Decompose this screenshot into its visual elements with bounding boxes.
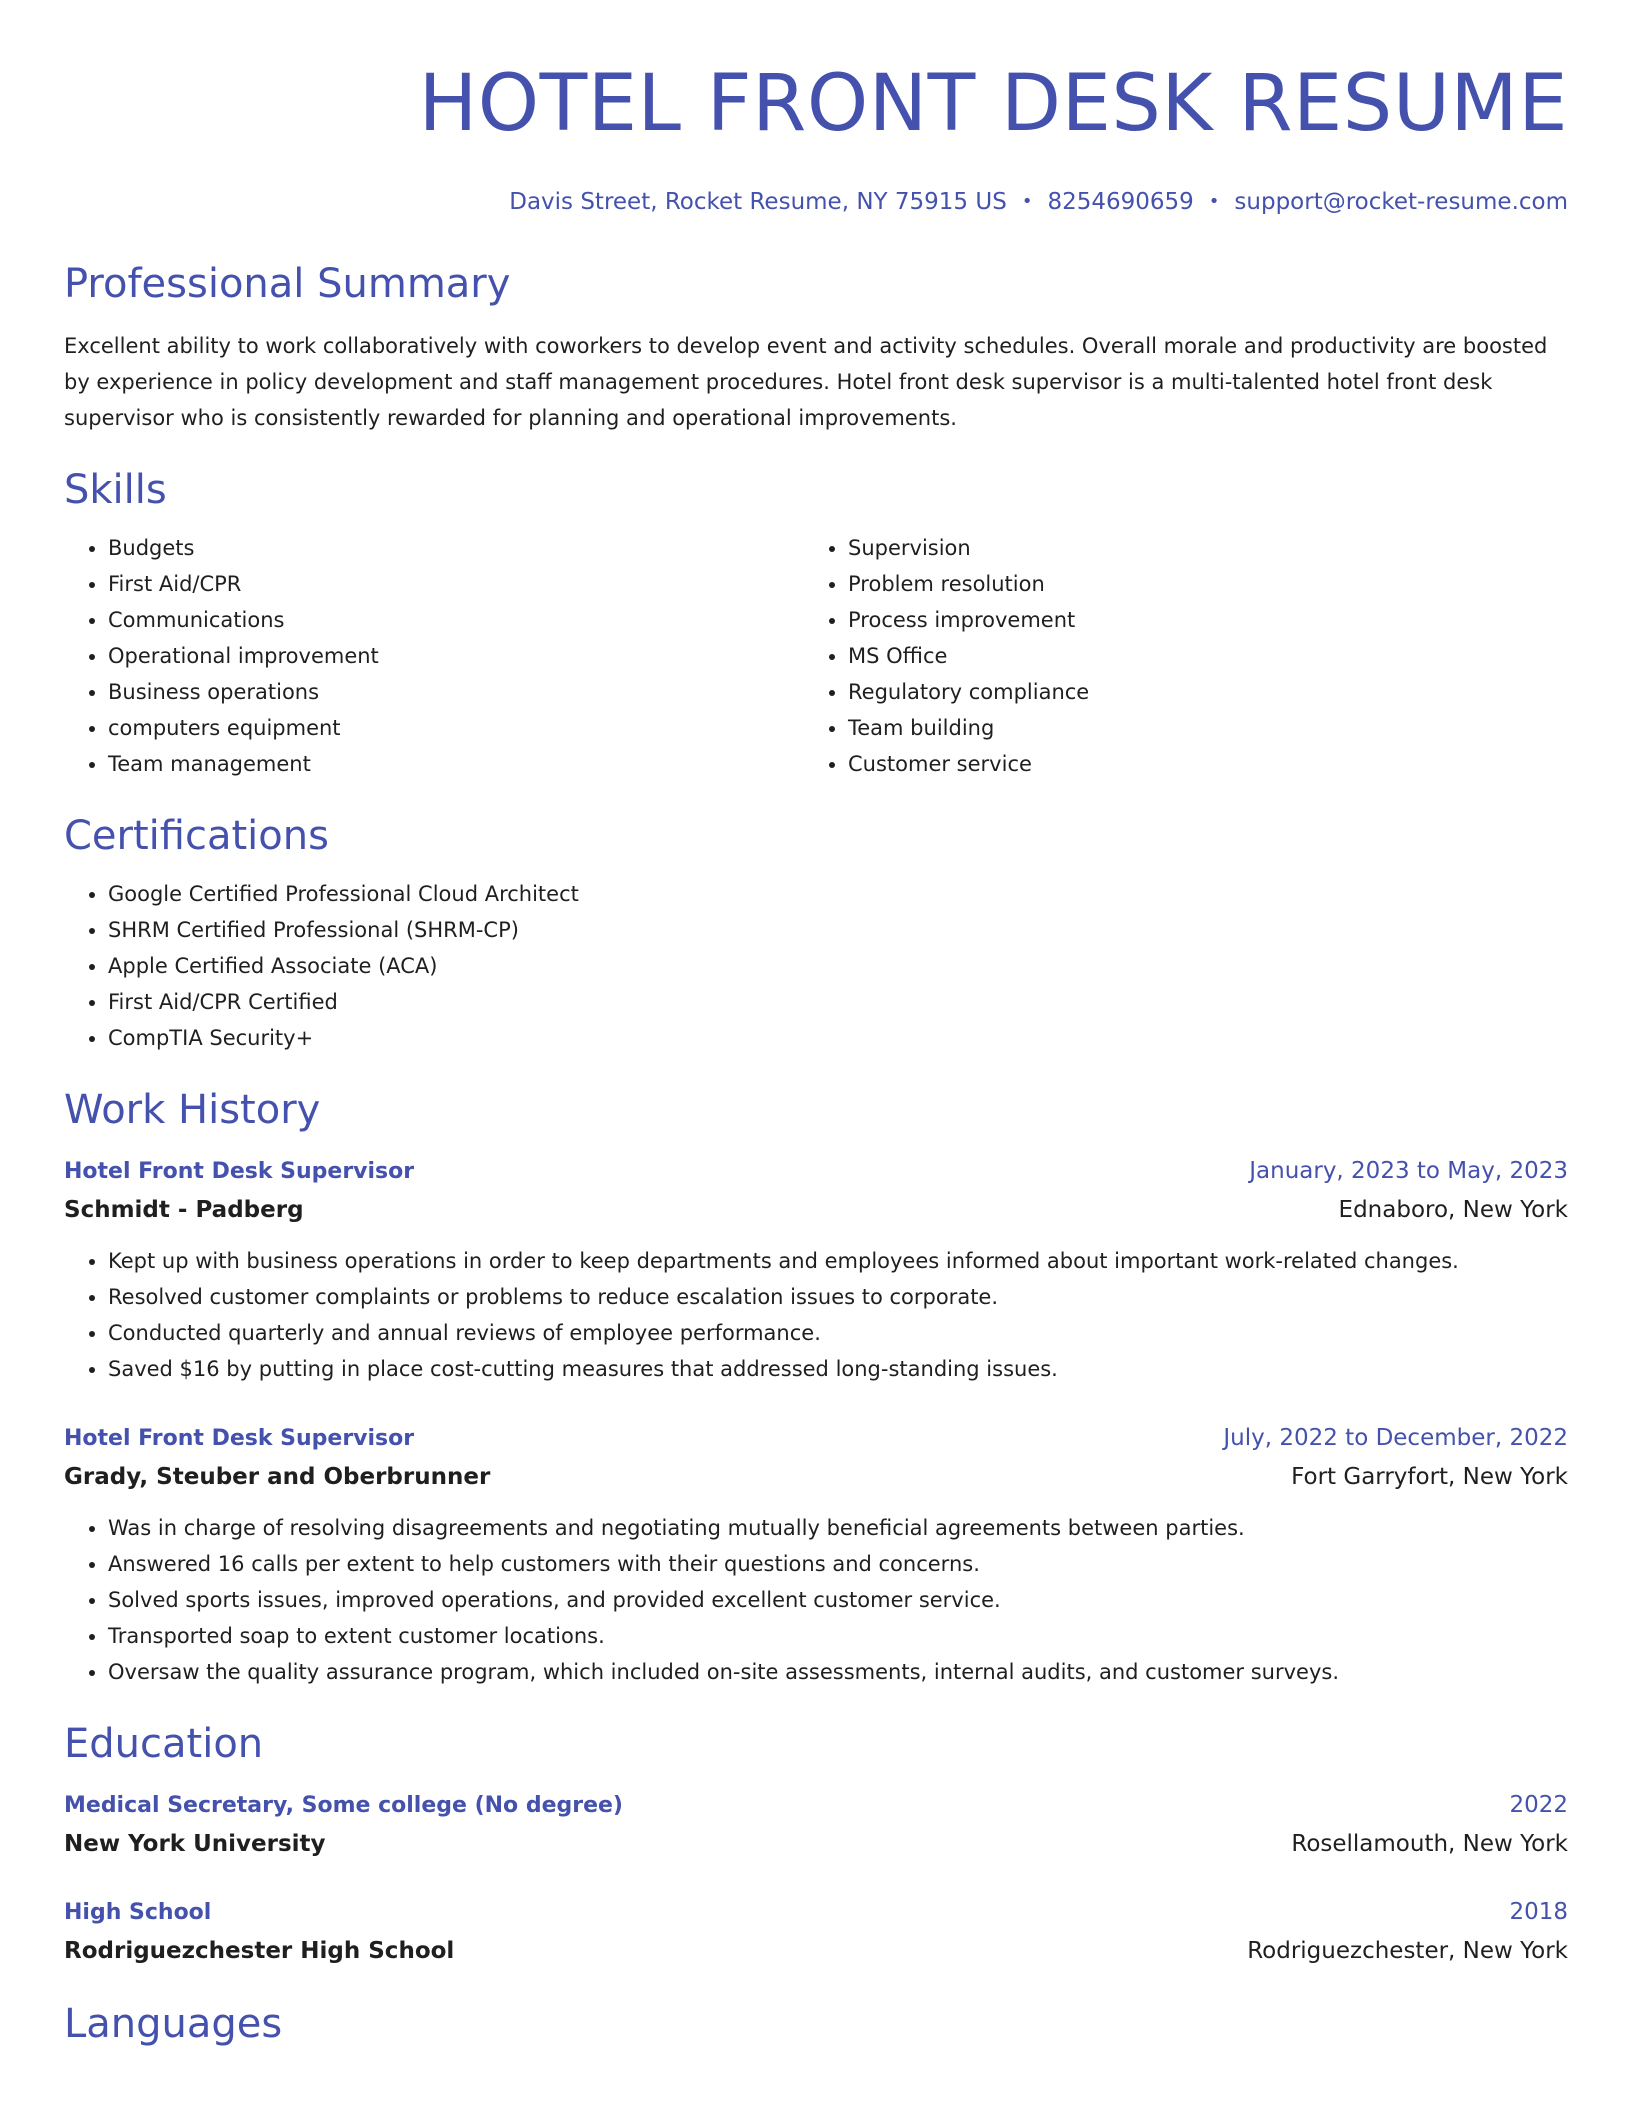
job-duty: • Conducted quarterly and annual reviews of employee performance.	[108, 1315, 1568, 1351]
education-header-row	[64, 1893, 1568, 1932]
education-school: New York University	[64, 1831, 326, 1857]
education-location: Rodriguezchester, New York	[1247, 1938, 1568, 1964]
summary-heading: Professional Summary	[64, 261, 511, 307]
skill-item: • Budgets	[108, 530, 804, 566]
skills-list-left	[64, 530, 804, 782]
certification-item: • SHRM Certified Professional (SHRM-CP)	[108, 912, 1568, 948]
contact-address: Davis Street, Rocket Resume, NY 75915 US	[509, 189, 1007, 215]
skill-item: • Process improvement	[848, 602, 1544, 638]
job-duty: • Answered 16 calls per extent to help customers with their questions and concerns.	[108, 1546, 1568, 1582]
skills-grid	[64, 530, 1568, 782]
languages-section	[64, 1998, 1568, 2050]
job-employer: Schmidt - Padberg	[64, 1197, 304, 1223]
skill-item: • Operational improvement	[108, 638, 804, 674]
certification-item: • Google Certified Professional Cloud Architect	[108, 876, 1568, 912]
contact-separator: •	[1208, 191, 1220, 212]
education-location: Rosellamouth, New York	[1291, 1831, 1568, 1857]
job-duty: • Oversaw the quality assurance program, which included on-site assessments, internal audits, and customer surveys.	[108, 1654, 1568, 1690]
job-location: Fort Garryfort, New York	[1291, 1464, 1568, 1490]
education-degree: High School	[64, 1900, 212, 1925]
skills-list-right	[804, 530, 1544, 782]
skills-column-left	[64, 530, 804, 782]
skill-item: • MS Office	[848, 638, 1544, 674]
summary-section	[64, 258, 1568, 436]
contact-email[interactable]: support@rocket-resume.com	[1234, 189, 1568, 215]
resume-header	[64, 50, 1568, 218]
job-duties-list	[64, 1243, 1568, 1387]
job-entry	[64, 1152, 1568, 1387]
languages-heading: Languages	[64, 2001, 283, 2047]
education-year: 2018	[1509, 1899, 1568, 1925]
education-heading: Education	[64, 1721, 264, 1767]
job-employer-row	[64, 1458, 1568, 1496]
work-history-section	[64, 1084, 1568, 1690]
job-dates: July, 2022 to December, 2022	[1223, 1425, 1568, 1451]
skills-section	[64, 464, 1568, 782]
skill-item: • Problem resolution	[848, 566, 1544, 602]
skill-item: • Communications	[108, 602, 804, 638]
job-dates: January, 2023 to May, 2023	[1249, 1158, 1568, 1184]
certifications-heading: Certifications	[64, 813, 329, 859]
certification-item: • Apple Certified Associate (ACA)	[108, 948, 1568, 984]
contact-phone: 8254690659	[1047, 189, 1194, 215]
certification-item: • CompTIA Security+	[108, 1020, 1568, 1056]
education-degree: Medical Secretary, Some college (No degree)	[64, 1793, 623, 1818]
skill-item: • Team building	[848, 710, 1544, 746]
skill-item: • Team management	[108, 746, 804, 782]
education-school-row	[64, 1825, 1568, 1863]
work-history-heading: Work History	[64, 1087, 321, 1133]
contact-separator: •	[1021, 191, 1033, 212]
skill-item: • Supervision	[848, 530, 1544, 566]
job-header-row	[64, 1152, 1568, 1191]
education-school: Rodriguezchester High School	[64, 1938, 455, 1964]
skills-column-right	[804, 530, 1544, 782]
job-employer: Grady, Steuber and Oberbrunner	[64, 1464, 491, 1490]
job-duty: • Resolved customer complaints or problems to reduce escalation issues to corporate.	[108, 1279, 1568, 1315]
resume-title: HOTEL FRONT DESK RESUME	[418, 59, 1568, 149]
skill-item: • First Aid/CPR	[108, 566, 804, 602]
skill-item: • Regulatory compliance	[848, 674, 1544, 710]
certifications-list	[64, 876, 1568, 1056]
contact-line	[64, 186, 1568, 218]
job-duties-list	[64, 1510, 1568, 1690]
education-year: 2022	[1509, 1792, 1568, 1818]
job-header-row	[64, 1419, 1568, 1458]
job-duty: • Kept up with business operations in order to keep departments and employees informed about important work-related changes.	[108, 1243, 1568, 1279]
education-entry	[64, 1893, 1568, 1970]
job-employer-row	[64, 1191, 1568, 1229]
job-location: Ednaboro, New York	[1338, 1197, 1568, 1223]
job-entry	[64, 1419, 1568, 1690]
certifications-section	[64, 810, 1568, 1056]
skill-item: • Customer service	[848, 746, 1544, 782]
education-section	[64, 1718, 1568, 1970]
job-duty: • Transported soap to extent customer locations.	[108, 1618, 1568, 1654]
job-duty: • Was in charge of resolving disagreements and negotiating mutually beneficial agreements between parties.	[108, 1510, 1568, 1546]
education-entry	[64, 1786, 1568, 1863]
skills-heading: Skills	[64, 467, 167, 513]
job-duty: • Saved $16 by putting in place cost-cutting measures that addressed long-standing issues.	[108, 1351, 1568, 1387]
education-school-row	[64, 1932, 1568, 1970]
job-duty: • Solved sports issues, improved operations, and provided excellent customer service.	[108, 1582, 1568, 1618]
skill-item: • Business operations	[108, 674, 804, 710]
summary-text: Excellent ability to work collaboratively with coworkers to develop event and activity schedules. Overall morale and productivity are boosted by experience in policy development and staff management procedures. Hotel front desk supervisor is a multi-talented hotel front desk supervisor who is consistently rewarded for planning and operational improvements.	[64, 334, 1548, 430]
certification-item: • First Aid/CPR Certified	[108, 984, 1568, 1020]
skill-item: • computers equipment	[108, 710, 804, 746]
job-role: Hotel Front Desk Supervisor	[64, 1426, 415, 1451]
education-header-row	[64, 1786, 1568, 1825]
job-role: Hotel Front Desk Supervisor	[64, 1159, 415, 1184]
